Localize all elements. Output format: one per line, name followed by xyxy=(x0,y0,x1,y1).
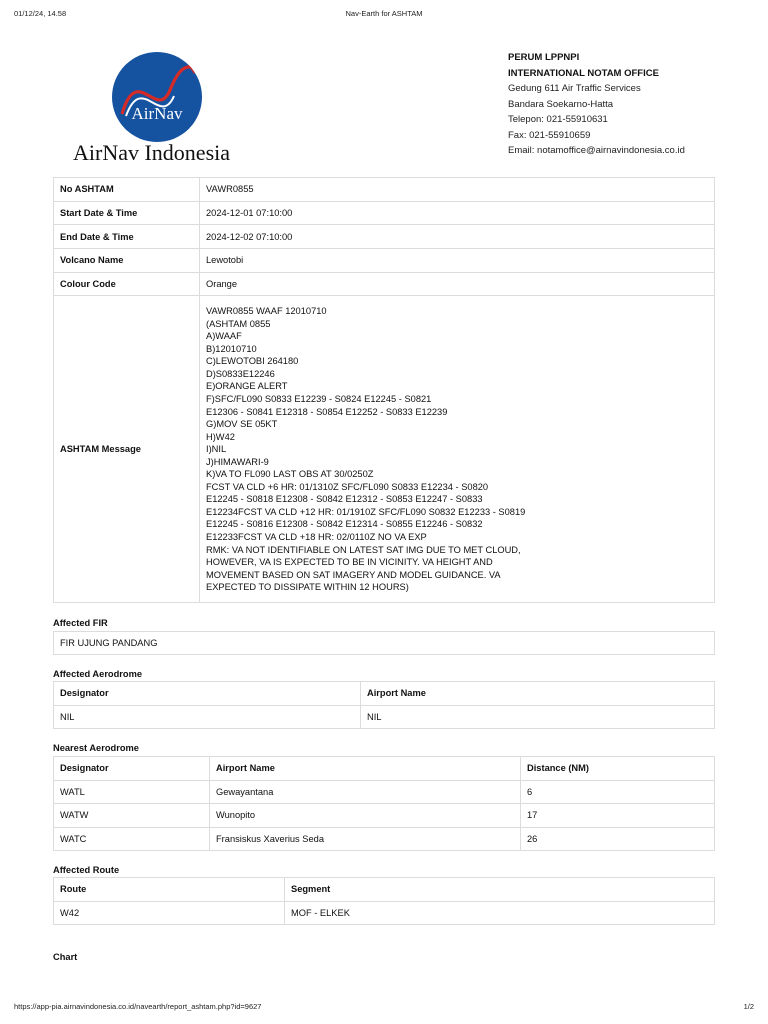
office-email: Email: notamoffice@airnavindonesia.co.id xyxy=(508,145,685,156)
office-phone: Telepon: 021-55910631 xyxy=(508,114,608,125)
table-row xyxy=(54,249,715,273)
logo-emblem xyxy=(112,52,202,142)
logo-inner-text: AirNav xyxy=(131,104,183,123)
table-cell: 6 xyxy=(521,780,715,804)
table-cell: WATL xyxy=(54,780,210,804)
start-label: Start Date & Time xyxy=(54,201,200,225)
message-line: A)WAAF xyxy=(206,331,242,342)
message-line: E12233FCST VA CLD +18 HR: 02/0110Z NO VA EXP xyxy=(206,531,427,542)
message-line: (ASHTAM 0855 xyxy=(206,318,271,329)
message-line: VAWR0855 WAAF 12010710 xyxy=(206,306,327,317)
message-value xyxy=(200,296,715,603)
affected-route-title: Affected Route xyxy=(53,865,120,875)
column-header: Designator xyxy=(54,682,361,706)
table-row xyxy=(54,225,715,249)
table-row xyxy=(54,705,715,729)
message-line: F)SFC/FL090 S0833 E12239 - S0824 E12245 - S0821 xyxy=(206,393,432,404)
table-cell: Wunopito xyxy=(210,804,521,828)
message-line: EXPECTED TO DISSIPATE WITHIN 12 HOURS) xyxy=(206,582,409,593)
affected-aerodrome-title: Affected Aerodrome xyxy=(53,669,143,679)
table-row xyxy=(54,827,715,851)
table-cell: WATW xyxy=(54,804,210,828)
affected-route-table xyxy=(53,877,715,925)
colour-label: Colour Code xyxy=(54,272,200,296)
message-line: B)12010710 xyxy=(206,343,257,354)
table-header-row xyxy=(54,682,715,706)
column-header: Distance (NM) xyxy=(521,757,715,781)
table-cell: NIL xyxy=(54,705,361,729)
affected-fir-title: Affected FIR xyxy=(53,618,108,628)
message-line: K)VA TO FL090 LAST OBS AT 30/0250Z xyxy=(206,469,374,480)
column-header: Route xyxy=(54,878,285,902)
message-line: FCST VA CLD +6 HR: 01/1310Z SFC/FL090 S0833 E12234 - S0820 xyxy=(206,481,489,492)
message-line: E12245 - S0816 E12308 - S0842 E12314 - S0855 E12246 - S0832 xyxy=(206,519,483,530)
colour-value: Orange xyxy=(200,272,715,296)
volcano-value: Lewotobi xyxy=(200,249,715,273)
table-row xyxy=(54,201,715,225)
message-line: MOVEMENT BASED ON SAT IMAGERY AND MODEL GUIDANCE. VA xyxy=(206,569,501,580)
table-row xyxy=(54,178,715,202)
message-line: H)W42 xyxy=(206,431,235,442)
nearest-aerodrome-table xyxy=(53,756,715,851)
print-page-number: 1/2 xyxy=(743,1002,754,1011)
office-building: Gedung 611 Air Traffic Services xyxy=(508,83,641,94)
office-name: INTERNATIONAL NOTAM OFFICE xyxy=(508,67,659,79)
message-line: HOWEVER, VA IS EXPECTED TO BE IN VICINITY. VA HEIGHT AND xyxy=(206,557,493,568)
table-cell: 17 xyxy=(521,804,715,828)
table-row xyxy=(54,780,715,804)
end-label: End Date & Time xyxy=(54,225,200,249)
office-info xyxy=(508,50,685,159)
table-row xyxy=(54,272,715,296)
message-line: RMK: VA NOT IDENTIFIABLE ON LATEST SAT IMG DUE TO MET CLOUD, xyxy=(206,544,521,555)
message-line: I)NIL xyxy=(206,444,227,455)
airnav-logo xyxy=(70,50,250,165)
table-header-row xyxy=(54,757,715,781)
table-cell: NIL xyxy=(361,705,715,729)
message-line: E12306 - S0841 E12318 - S0854 E12252 - S0833 E12239 xyxy=(206,406,448,417)
volcano-label: Volcano Name xyxy=(54,249,200,273)
office-fax: Fax: 021-55910659 xyxy=(508,129,591,141)
message-line: E)ORANGE ALERT xyxy=(206,381,288,392)
column-header: Airport Name xyxy=(210,757,521,781)
table-row xyxy=(54,901,715,925)
ashtam-details-table xyxy=(53,177,715,603)
table-cell: MOF - ELKEK xyxy=(285,901,715,925)
office-airport: Bandara Soekarno-Hatta xyxy=(508,98,614,110)
column-header: Airport Name xyxy=(361,682,715,706)
nearest-aerodrome-title: Nearest Aerodrome xyxy=(53,743,139,753)
office-org: PERUM LPPNPI xyxy=(508,52,580,63)
affected-fir-value: FIR UJUNG PANDANG xyxy=(53,631,715,655)
message-label: ASHTAM Message xyxy=(54,296,200,603)
table-header-row xyxy=(54,878,715,902)
table-cell: Fransiskus Xaverius Seda xyxy=(210,827,521,851)
message-line: C)LEWOTOBI 264180 xyxy=(206,356,299,367)
affected-aerodrome-table xyxy=(53,681,715,729)
message-line: E12245 - S0818 E12308 - S0842 E12312 - S0853 E12247 - S0833 xyxy=(206,494,483,505)
print-datetime: 01/12/24, 14.58 xyxy=(14,9,67,18)
print-footer xyxy=(0,1002,768,1016)
table-row xyxy=(54,296,715,603)
message-line: D)S0833E12246 xyxy=(206,368,275,379)
table-row xyxy=(54,804,715,828)
column-header: Designator xyxy=(54,757,210,781)
print-header xyxy=(0,9,768,23)
table-cell: WATC xyxy=(54,827,210,851)
table-cell: Gewayantana xyxy=(210,780,521,804)
table-cell: W42 xyxy=(54,901,285,925)
table-cell: 26 xyxy=(521,827,715,851)
print-title: Nav-Earth for ASHTAM xyxy=(345,9,423,18)
chart-title: Chart xyxy=(53,952,78,962)
message-line: J)HIMAWARI-9 xyxy=(206,456,269,467)
message-line: E12234FCST VA CLD +12 HR: 01/1910Z SFC/FL090 S0832 E12233 - S0819 xyxy=(206,506,526,517)
column-header: Segment xyxy=(285,878,715,902)
logo-title: AirNav Indonesia xyxy=(73,140,231,165)
no-ashtam-label: No ASHTAM xyxy=(54,178,200,202)
end-value: 2024-12-02 07:10:00 xyxy=(200,225,715,249)
message-lines xyxy=(206,305,708,594)
message-line: G)MOV SE 05KT xyxy=(206,419,278,430)
no-ashtam-value: VAWR0855 xyxy=(200,178,715,202)
start-value: 2024-12-01 07:10:00 xyxy=(200,201,715,225)
logo-swoosh-icon xyxy=(112,52,202,142)
print-url[interactable]: https://app-pia.airnavindonesia.co.id/navearth/report_ashtam.php?id=9627 xyxy=(14,1002,262,1011)
